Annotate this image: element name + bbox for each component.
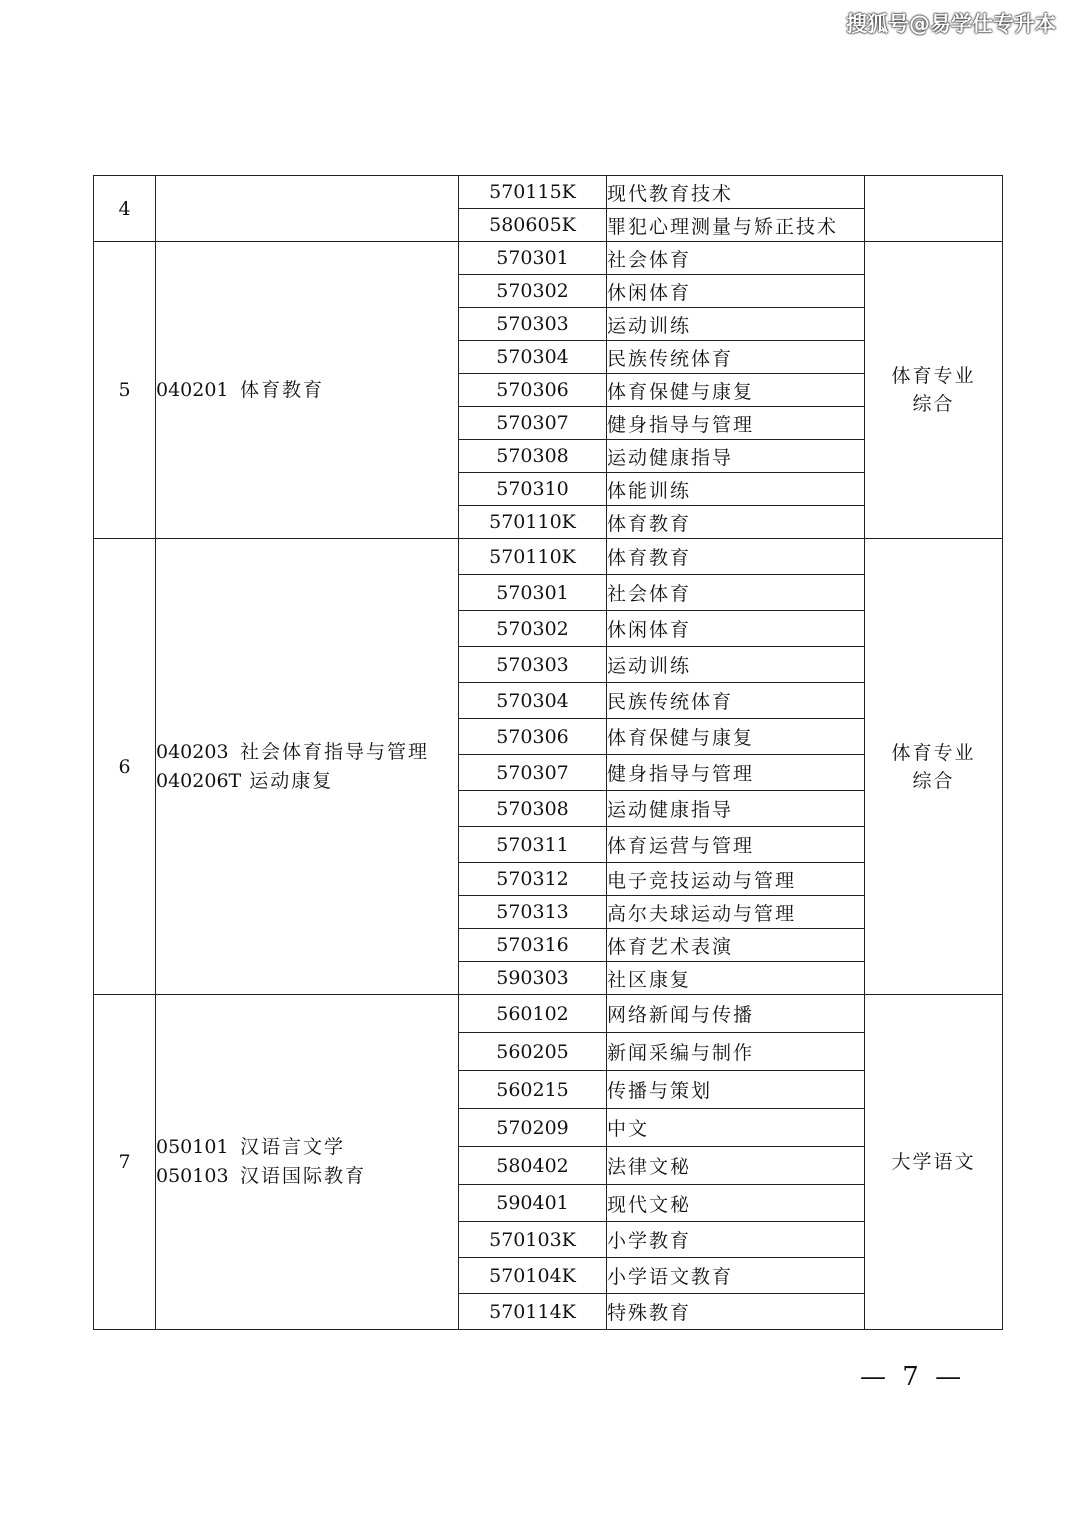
vocational-major-code: 570310 bbox=[459, 473, 607, 506]
vocational-major-code: 570110K bbox=[459, 539, 607, 575]
vocational-major-name: 特殊教育 bbox=[607, 1294, 865, 1330]
vocational-major-name: 现代文秘 bbox=[607, 1185, 865, 1222]
sequence-number: 7 bbox=[94, 995, 156, 1330]
exam-subject-cell bbox=[865, 995, 1003, 1330]
major-name: 汉语言文学 bbox=[240, 1136, 346, 1158]
vocational-major-code: 570110K bbox=[459, 506, 607, 539]
vocational-major-code: 570114K bbox=[459, 1294, 607, 1330]
table-row bbox=[94, 539, 1003, 575]
major-code: 040203 bbox=[156, 740, 229, 763]
vocational-major-code: 570301 bbox=[459, 242, 607, 275]
undergraduate-major-cell bbox=[156, 995, 459, 1330]
table-row bbox=[94, 176, 1003, 209]
page-number: — 7 — bbox=[860, 1362, 966, 1392]
major-name: 社会体育指导与管理 bbox=[240, 740, 430, 763]
vocational-major-code: 570308 bbox=[459, 791, 607, 827]
vocational-major-code: 560205 bbox=[459, 1033, 607, 1071]
table-row bbox=[94, 242, 1003, 275]
vocational-major-code: 580402 bbox=[459, 1147, 607, 1185]
major-name: 体育教育 bbox=[240, 378, 325, 401]
major-code: 040201 bbox=[156, 378, 229, 401]
vocational-major-name: 法律文秘 bbox=[607, 1147, 865, 1185]
vocational-major-name: 健身指导与管理 bbox=[607, 755, 865, 791]
vocational-major-code: 570115K bbox=[459, 176, 607, 209]
vocational-major-name: 体育保健与康复 bbox=[607, 374, 865, 407]
vocational-major-name: 社会体育 bbox=[607, 242, 865, 275]
exam-subject: 体育专业 bbox=[891, 741, 976, 764]
vocational-major-name: 小学教育 bbox=[607, 1222, 865, 1258]
sequence-number: 5 bbox=[94, 242, 156, 539]
undergraduate-major-cell bbox=[156, 539, 459, 995]
vocational-major-code: 570306 bbox=[459, 719, 607, 755]
vocational-major-code: 570306 bbox=[459, 374, 607, 407]
vocational-major-code: 570316 bbox=[459, 929, 607, 962]
exam-subject-cell bbox=[865, 176, 1003, 242]
vocational-major-code: 570304 bbox=[459, 683, 607, 719]
vocational-major-code: 570301 bbox=[459, 575, 607, 611]
vocational-major-code: 570302 bbox=[459, 611, 607, 647]
vocational-major-code: 560215 bbox=[459, 1071, 607, 1109]
vocational-major-name: 传播与策划 bbox=[607, 1071, 865, 1109]
vocational-major-code: 570104K bbox=[459, 1258, 607, 1294]
major-code: 050101 bbox=[156, 1136, 229, 1158]
vocational-major-name: 体育教育 bbox=[607, 539, 865, 575]
undergraduate-major bbox=[156, 376, 458, 405]
undergraduate-major bbox=[156, 738, 458, 767]
vocational-major-name: 现代教育技术 bbox=[607, 176, 865, 209]
vocational-major-name: 社会体育 bbox=[607, 575, 865, 611]
major-code: 040206T bbox=[156, 769, 242, 792]
vocational-major-code: 570312 bbox=[459, 863, 607, 896]
exam-subject-cell bbox=[865, 539, 1003, 995]
vocational-major-name: 社区康复 bbox=[607, 962, 865, 995]
exam-subject-cell bbox=[865, 242, 1003, 539]
vocational-major-name: 运动健康指导 bbox=[607, 440, 865, 473]
vocational-major-code: 570302 bbox=[459, 275, 607, 308]
vocational-major-code: 570209 bbox=[459, 1109, 607, 1147]
vocational-major-code: 580605K bbox=[459, 209, 607, 242]
vocational-major-name: 休闲体育 bbox=[607, 275, 865, 308]
vocational-major-name: 体育运营与管理 bbox=[607, 827, 865, 863]
vocational-major-name: 高尔夫球运动与管理 bbox=[607, 896, 865, 929]
vocational-major-name: 健身指导与管理 bbox=[607, 407, 865, 440]
vocational-major-name: 体育艺术表演 bbox=[607, 929, 865, 962]
vocational-major-code: 570304 bbox=[459, 341, 607, 374]
vocational-major-name: 运动训练 bbox=[607, 647, 865, 683]
vocational-major-name: 网络新闻与传播 bbox=[607, 995, 865, 1033]
sequence-number: 4 bbox=[94, 176, 156, 242]
exam-subject: 大学语文 bbox=[891, 1151, 976, 1173]
vocational-major-code: 570103K bbox=[459, 1222, 607, 1258]
undergraduate-major-cell bbox=[156, 242, 459, 539]
table-row bbox=[94, 995, 1003, 1033]
exam-subject: 综合 bbox=[912, 769, 955, 792]
vocational-major-code: 570313 bbox=[459, 896, 607, 929]
vocational-major-code: 560102 bbox=[459, 995, 607, 1033]
vocational-major-code: 570307 bbox=[459, 755, 607, 791]
vocational-major-name: 小学语文教育 bbox=[607, 1258, 865, 1294]
vocational-major-code: 590303 bbox=[459, 962, 607, 995]
vocational-major-name: 罪犯心理测量与矫正技术 bbox=[607, 209, 865, 242]
vocational-major-name: 运动训练 bbox=[607, 308, 865, 341]
vocational-major-name: 体育保健与康复 bbox=[607, 719, 865, 755]
major-name: 运动康复 bbox=[249, 769, 334, 792]
major-mapping-table bbox=[93, 175, 1003, 1330]
vocational-major-name: 体育教育 bbox=[607, 506, 865, 539]
vocational-major-code: 570308 bbox=[459, 440, 607, 473]
vocational-major-code: 570311 bbox=[459, 827, 607, 863]
undergraduate-major bbox=[156, 1133, 458, 1162]
exam-subject: 综合 bbox=[912, 393, 955, 415]
sequence-number: 6 bbox=[94, 539, 156, 995]
major-code: 050103 bbox=[156, 1165, 229, 1187]
vocational-major-name: 体能训练 bbox=[607, 473, 865, 506]
undergraduate-major-cell bbox=[156, 176, 459, 242]
vocational-major-name: 休闲体育 bbox=[607, 611, 865, 647]
vocational-major-name: 运动健康指导 bbox=[607, 791, 865, 827]
exam-subject: 体育专业 bbox=[891, 365, 976, 387]
undergraduate-major bbox=[156, 1162, 458, 1191]
vocational-major-name: 新闻采编与制作 bbox=[607, 1033, 865, 1071]
vocational-major-code: 590401 bbox=[459, 1185, 607, 1222]
vocational-major-name: 民族传统体育 bbox=[607, 341, 865, 374]
vocational-major-name: 中文 bbox=[607, 1109, 865, 1147]
vocational-major-code: 570307 bbox=[459, 407, 607, 440]
vocational-major-code: 570303 bbox=[459, 308, 607, 341]
vocational-major-name: 电子竞技运动与管理 bbox=[607, 863, 865, 896]
watermark: 搜狐号@易学仕专升本 bbox=[846, 12, 1056, 36]
vocational-major-code: 570303 bbox=[459, 647, 607, 683]
undergraduate-major bbox=[156, 767, 458, 796]
major-name: 汉语国际教育 bbox=[240, 1165, 367, 1187]
vocational-major-name: 民族传统体育 bbox=[607, 683, 865, 719]
